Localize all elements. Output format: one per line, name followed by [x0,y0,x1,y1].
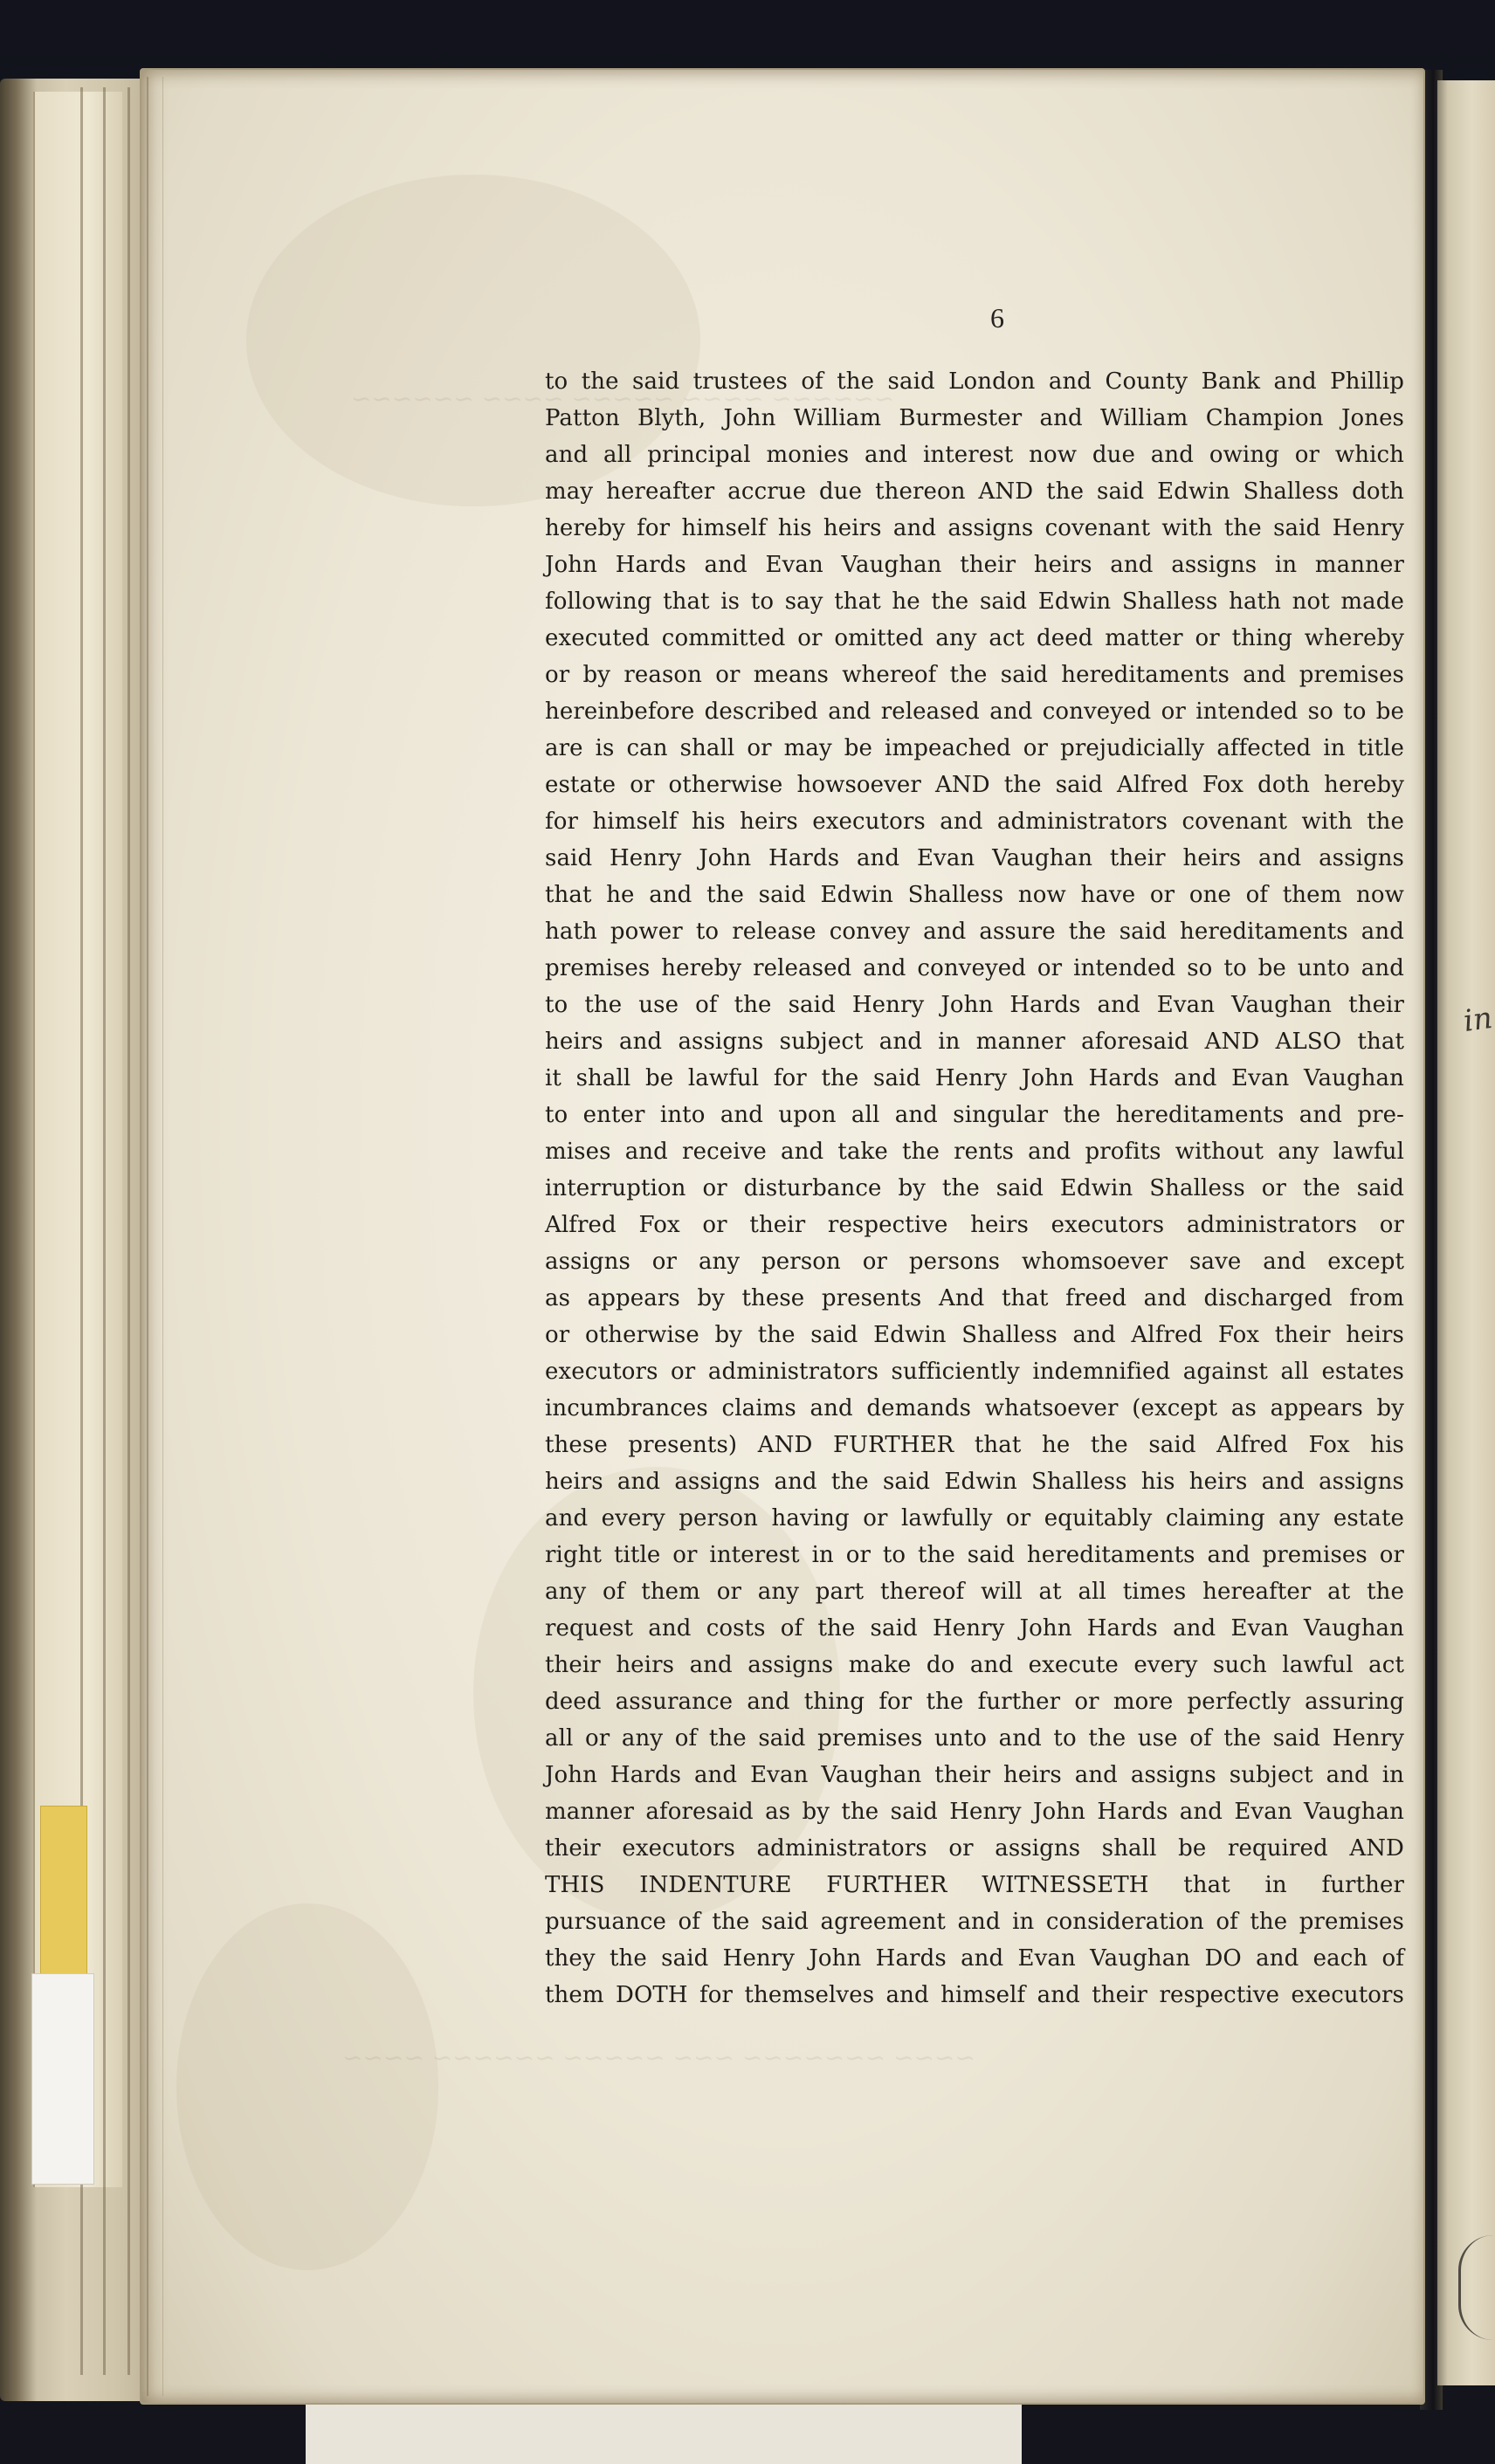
right-neighbour-page [1437,80,1495,2385]
text-line: that he and the said Edwin Shalless now have or one of them now [545,882,1404,908]
text-line: pursuance of the said agreement and in consideration of the premises [545,1909,1404,1935]
text-line: to the said trustees of the said London and County Bank and Phillip [545,368,1404,395]
text-line: or by reason or means whereof the said hereditaments and premises [545,662,1404,688]
page-number: 6 [990,302,1004,334]
text-line: premises hereby released and conveyed or intended so to be unto and [545,955,1404,981]
text-line: said Henry John Hards and Evan Vaughan their heirs and assigns [545,845,1404,871]
margin-scribble [1458,2235,1495,2340]
text-line: following that is to say that he the said Edwin Shalless hath not made [545,588,1404,615]
text-line: their heirs and assigns make do and execute every such lawful act [545,1652,1404,1678]
text-line: they the said Henry John Hards and Evan Vaughan DO and each of [545,1945,1404,1972]
text-line: right title or interest in or to the said hereditaments and premises or [545,1542,1404,1568]
text-line: hereinbefore described and released and conveyed or intended so to be [545,699,1404,725]
deed-body-text [545,363,1404,2013]
text-line: deed assurance and thing for the further or more perfectly assuring [545,1689,1404,1715]
margin-handwriting: in [1461,1000,1495,1040]
text-line: heirs and assigns and the said Edwin Shalless his heirs and assigns [545,1469,1404,1495]
text-line: John Hards and Evan Vaughan their heirs and assigns subject and in [545,1762,1404,1788]
text-line: estate or otherwise howsoever AND the said Alfred Fox doth hereby [545,772,1404,798]
yellow-tab-marker [40,1806,87,1979]
text-line: heirs and assigns subject and in manner aforesaid AND ALSO that [545,1029,1404,1055]
text-line: to the use of the said Henry John Hards and Evan Vaughan their [545,992,1404,1018]
text-line: any of them or any part thereof will at all times hereafter at the [545,1579,1404,1605]
text-line: them DOTH for themselves and himself and their respective executors [545,1982,1404,2008]
text-line: manner aforesaid as by the said Henry John Hards and Evan Vaughan [545,1799,1404,1825]
text-line: all or any of the said premises unto and to the use of the said Henry [545,1725,1404,1752]
text-line: interruption or disturbance by the said Edwin Shalless or the said [545,1175,1404,1201]
text-line: are is can shall or may be impeached or prejudicially affected in title [545,735,1404,761]
white-tab-marker [31,1973,94,2185]
text-line: Alfred Fox or their respective heirs executors administrators or [545,1212,1404,1238]
text-line: to enter into and upon all and singular the hereditaments and pre- [545,1102,1404,1128]
text-line: Patton Blyth, John William Burmester and William Champion Jones [545,405,1404,431]
text-line: it shall be lawful for the said Henry John Hards and Evan Vaughan [545,1065,1404,1091]
show-through-text: ~~~~~~ ~~~~ ~~~~~ ~~~~ ~~~~~~ [351,384,895,413]
text-line: mises and receive and take the rents and profits without any lawful [545,1139,1404,1165]
text-line: may hereafter accrue due thereon AND the said Edwin Shalless doth [545,478,1404,505]
text-line: these presents) AND FURTHER that he the said Alfred Fox his [545,1432,1404,1458]
text-line: for himself his heirs executors and administrators covenant with the [545,809,1404,835]
text-line: executors or administrators sufficiently indemnified against all estates [545,1359,1404,1385]
text-line: request and costs of the said Henry John Hards and Evan Vaughan [545,1615,1404,1642]
text-line: hereby for himself his heirs and assigns covenant with the said Henry [545,515,1404,541]
text-line: assigns or any person or persons whomsoever save and except [545,1249,1404,1275]
text-line: their executors administrators or assigns shall be required AND [545,1835,1404,1862]
show-through-text: ~~~~ ~~~~~~~ ~~~ ~~~~~ ~~~~~~ ~~~~ [342,2043,975,2072]
bottom-paper-strip [306,2403,1022,2464]
text-line: hath power to release convey and assure the said hereditaments and [545,919,1404,945]
text-line: and all principal monies and interest now due and owing or which [545,442,1404,468]
text-line: John Hards and Evan Vaughan their heirs and assigns in manner [545,552,1404,578]
text-line: and every person having or lawfully or equitably claiming any estate [545,1505,1404,1531]
text-line: executed committed or omitted any act deed matter or thing whereby [545,625,1404,651]
foxing-stain [176,1903,438,2270]
text-line: incumbrances claims and demands whatsoever (except as appears by [545,1395,1404,1421]
page-edge-line [103,87,106,2375]
text-line: as appears by these presents And that freed and discharged from [545,1285,1404,1311]
page-edge-line [127,87,130,2375]
text-line: or otherwise by the said Edwin Shalless and Alfred Fox their heirs [545,1322,1404,1348]
page-inner-edge [147,77,163,2396]
text-line: THIS INDENTURE FURTHER WITNESSETH that in further [545,1872,1404,1898]
